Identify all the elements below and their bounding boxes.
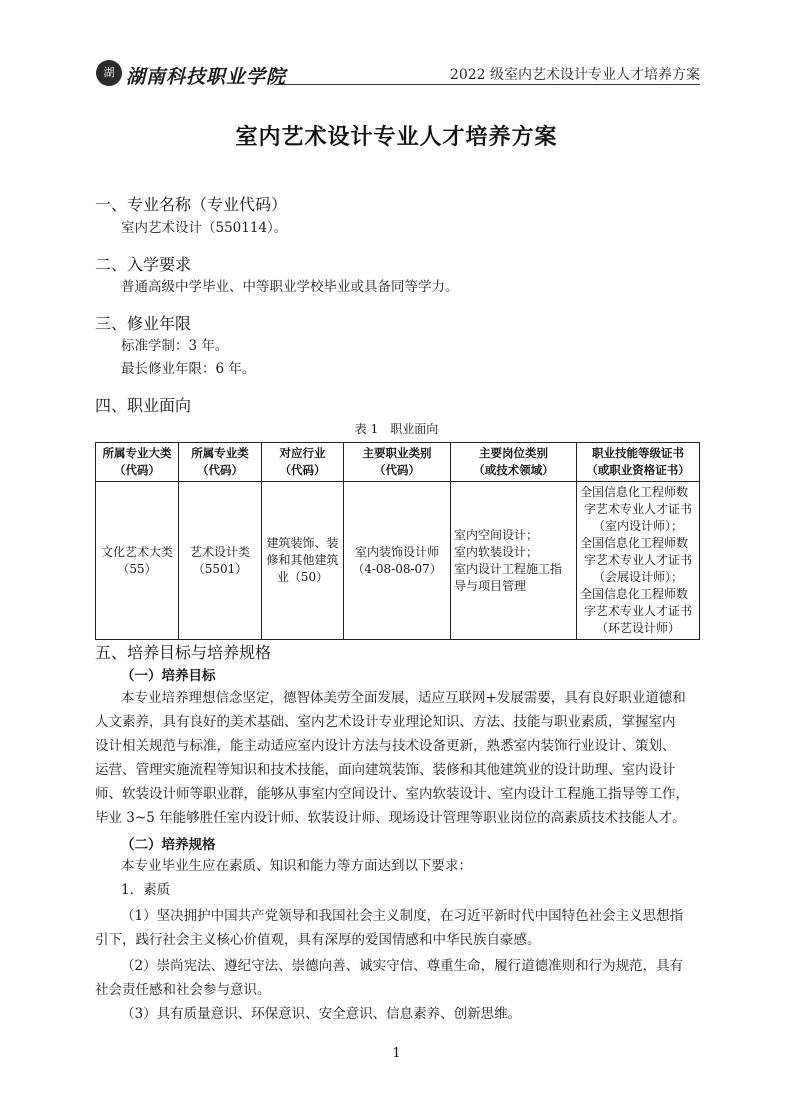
section-heading-5: 五、培养目标与培养规格 bbox=[95, 643, 272, 662]
quality-label: 1．素质 bbox=[121, 882, 171, 898]
table-cell-industry: 建筑装饰、装 修和其他建筑 业（50） bbox=[262, 482, 344, 640]
subheading-goal: （一）培养目标 bbox=[121, 668, 216, 684]
section-heading-3: 三、修业年限 bbox=[95, 314, 192, 333]
section-3-line-1: 标准学制：3 年。 bbox=[121, 338, 229, 354]
section-1-text: 室内艺术设计（550114）。 bbox=[121, 220, 288, 236]
section-2-text: 普通高级中学毕业、中等职业学校毕业或具备同等学力。 bbox=[121, 279, 459, 295]
header-doc-title: 2022 级室内艺术设计专业人才培养方案 bbox=[449, 67, 700, 83]
table-header-cell: 对应行业 （代码） bbox=[262, 443, 344, 482]
section-3-line-2: 最长修业年限：6 年。 bbox=[121, 361, 256, 377]
table-header-cell: 主要职业类别 （代码） bbox=[344, 443, 451, 482]
quality-item-2-line-1: （2）崇尚宪法、遵纪守法、崇德向善、诚实守信、尊重生命，履行道德准则和行为规范，具有 bbox=[121, 958, 684, 974]
section-heading-4: 四、职业面向 bbox=[95, 396, 192, 415]
school-logo: 湖 bbox=[96, 60, 122, 86]
table-cell-certificates: 全国信息化工程师数 字艺术专业人才证书 （室内设计师）； 全国信息化工程师数 字艺术专业人才证书 （会展设计师）； 全国信息化工程师数 字艺术专业人才证书 （环艺设计师） bbox=[577, 482, 700, 640]
table-header-cell: 所属专业大类 （代码） bbox=[96, 443, 179, 482]
quality-item-2-line-2: 社会责任感和社会参与意识。 bbox=[95, 982, 271, 998]
header-rule bbox=[274, 84, 700, 85]
table-row bbox=[96, 482, 700, 640]
school-name: 湖南科技职业学院 bbox=[126, 66, 287, 88]
goal-line: 运营、管理实施流程等知识和技术技能，面向建筑装饰、装修和其他建筑业的设计助理、室内设计 bbox=[95, 762, 676, 778]
table-header-row bbox=[96, 443, 700, 482]
section-heading-1: 一、专业名称（专业代码） bbox=[95, 195, 288, 214]
table-header-cell: 所属专业类 （代码） bbox=[179, 443, 262, 482]
quality-item-3: （3）具有质量意识、环保意识、安全意识、信息素养、创新思维。 bbox=[121, 1006, 522, 1022]
table-cell-occupation: 室内装饰设计师 （4-08-08-07） bbox=[344, 482, 451, 640]
goal-line: 设计相关规范与标准，能主动适应室内设计方法与技术设备更新，熟悉室内装饰行业设计、策划、 bbox=[95, 738, 676, 754]
goal-line: 人文素养，具有良好的美术基础、室内艺术设计专业理论知识、方法、技能与职业素质，掌握室内 bbox=[95, 714, 676, 730]
goal-line: 师、软装设计师等职业群，能够从事室内空间设计、室内软装设计、室内设计工程施工指导等工作， bbox=[95, 786, 689, 802]
quality-item-1-line-2: 引下，践行社会主义核心价值观，具有深厚的爱国情感和中华民族自豪感。 bbox=[95, 932, 541, 948]
table-header-cell: 主要岗位类别 （或技术领域） bbox=[451, 443, 577, 482]
table-cell-positions: 室内空间设计； 室内软装设计； 室内设计工程施工指 导与项目管理 bbox=[451, 482, 577, 640]
subheading-spec: （二）培养规格 bbox=[121, 837, 216, 853]
page-header bbox=[96, 58, 700, 88]
spec-intro: 本专业毕业生应在素质、知识和能力等方面达到以下要求： bbox=[121, 858, 472, 874]
quality-item-1-line-1: （1）坚决拥护中国共产党领导和我国社会主义制度，在习近平新时代中国特色社会主义思想指 bbox=[121, 908, 684, 924]
section-heading-2: 二、入学要求 bbox=[95, 255, 192, 274]
page-number: 1 bbox=[392, 1046, 401, 1061]
table-cell-major-category: 文化艺术大类 （55） bbox=[96, 482, 179, 640]
page-title: 室内艺术设计专业人才培养方案 bbox=[235, 124, 558, 150]
occupation-table bbox=[95, 442, 700, 640]
goal-line: 毕业 3~5 年能够胜任室内设计师、软装设计师、现场设计管理等职业岗位的高素质技术技能人才。 bbox=[95, 810, 686, 826]
table-header-cell: 职业技能等级证书 （或职业资格证书） bbox=[577, 443, 700, 482]
table-cell-major-class: 艺术设计类 （5501） bbox=[179, 482, 262, 640]
table-caption: 表 1 职业面向 bbox=[354, 422, 439, 436]
goal-line: 本专业培养理想信念坚定，德智体美劳全面发展，适应互联网+发展需要，具有良好职业道德和 bbox=[121, 690, 686, 706]
